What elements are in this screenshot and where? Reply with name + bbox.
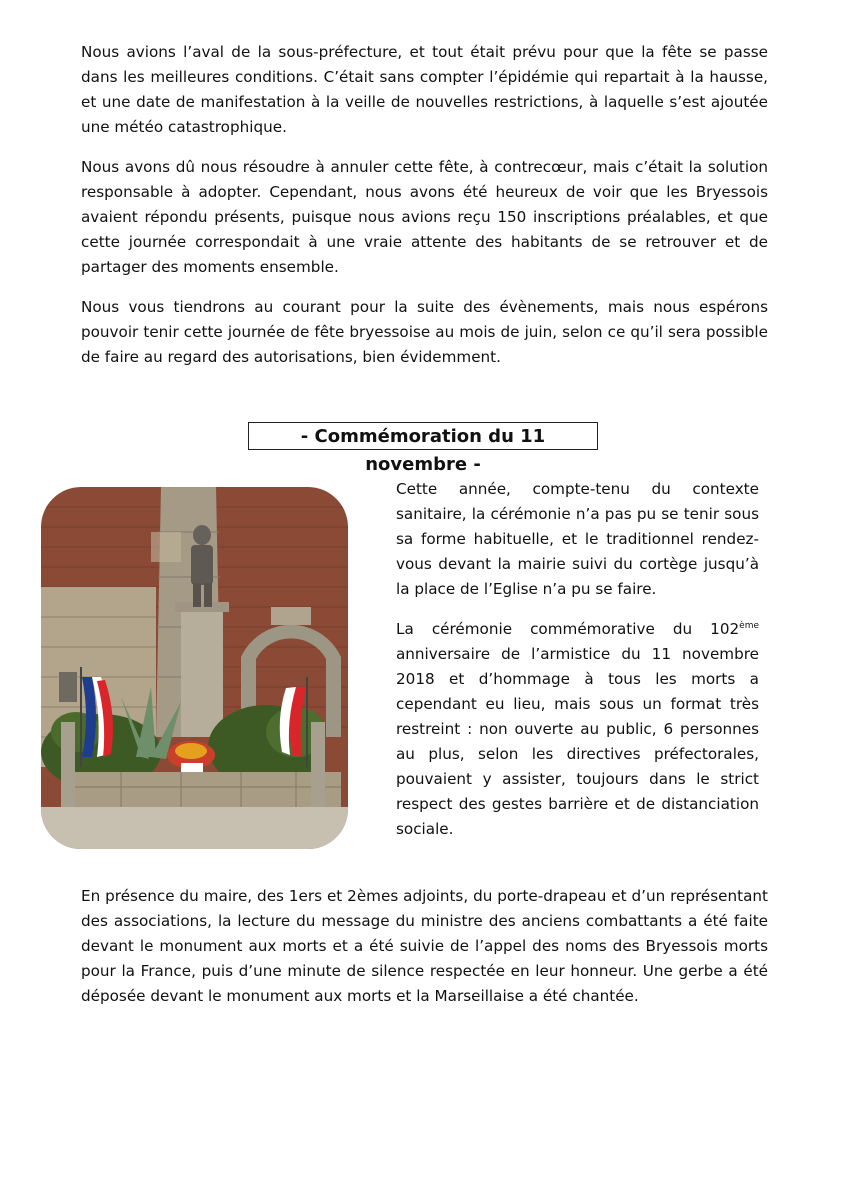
ceremony-paragraph-2 <box>396 617 759 842</box>
intro-paragraph-3: Nous vous tiendrons au courant pour la suite des évènements, mais nous espérons pouvoir tenir cette journée de fête bryessoise au mois de juin, selon ce qu’il sera possible de faire au regard des autorisations, bien évidemment. <box>81 298 768 366</box>
ceremony-paragraph-3: En présence du maire, des 1ers et 2èmes adjoints, du porte-drapeau et d’un représentant des associations, la lecture du message du ministre des anciens combattants a été faite devant le monument aux morts et a été suivie de l’appel des noms des Bryessois morts pour la France, puis d’une minute de silence respectée en leur honneur. Une gerbe a été déposée devant le monument aux morts et la Marseillaise a été chantée. <box>81 887 768 1005</box>
ceremony-text-rest: anniversaire de l’armistice du 11 novembre 2018 et d’hommage à tous les morts a cependant eu lieu, mais sous un format très restreint : non ouverte au public, 6 personnes au plus, selon les directives préfectorales, pouvaient y assister, toujours dans le strict respect des gestes barrière et de distanciation sociale. <box>396 645 759 838</box>
section-title: - Commémoration du 11 novembre - <box>248 422 598 450</box>
ceremony-paragraph-1: Cette année, compte-tenu du contexte sanitaire, la cérémonie n’a pas pu se tenir sous sa forme habituelle, et le traditionnel rendez-vous devant la mairie suivi du cortège jusqu’à la place de l’Eglise n’a pu se faire. <box>396 480 759 598</box>
intro-paragraph-2: Nous avons dû nous résoudre à annuler cette fête, à contrecœur, mais c’était la solution responsable à adopter. Cependant, nous avons été heureux de voir que les Bryessois avaient répondu présents, puisque nous avions reçu 150 inscriptions préalables, et que cette journée correspondait à une vraie attente des habitants de se retrouver et de partager des moments ensemble. <box>81 158 768 276</box>
ordinal-suffix: ème <box>739 620 759 631</box>
war-memorial-photo <box>41 487 348 849</box>
ceremony-text-start: La cérémonie commémorative du 102 <box>396 620 740 638</box>
intro-paragraph-1: Nous avions l’aval de la sous-préfecture, et tout était prévu pour que la fête se passe dans les meilleures conditions. C’était sans compter l’épidémie qui repartait à la hausse, et une date de manifestation à la veille de nouvelles restrictions, à laquelle s’est ajoutée une météo catastrophique. <box>81 43 768 136</box>
